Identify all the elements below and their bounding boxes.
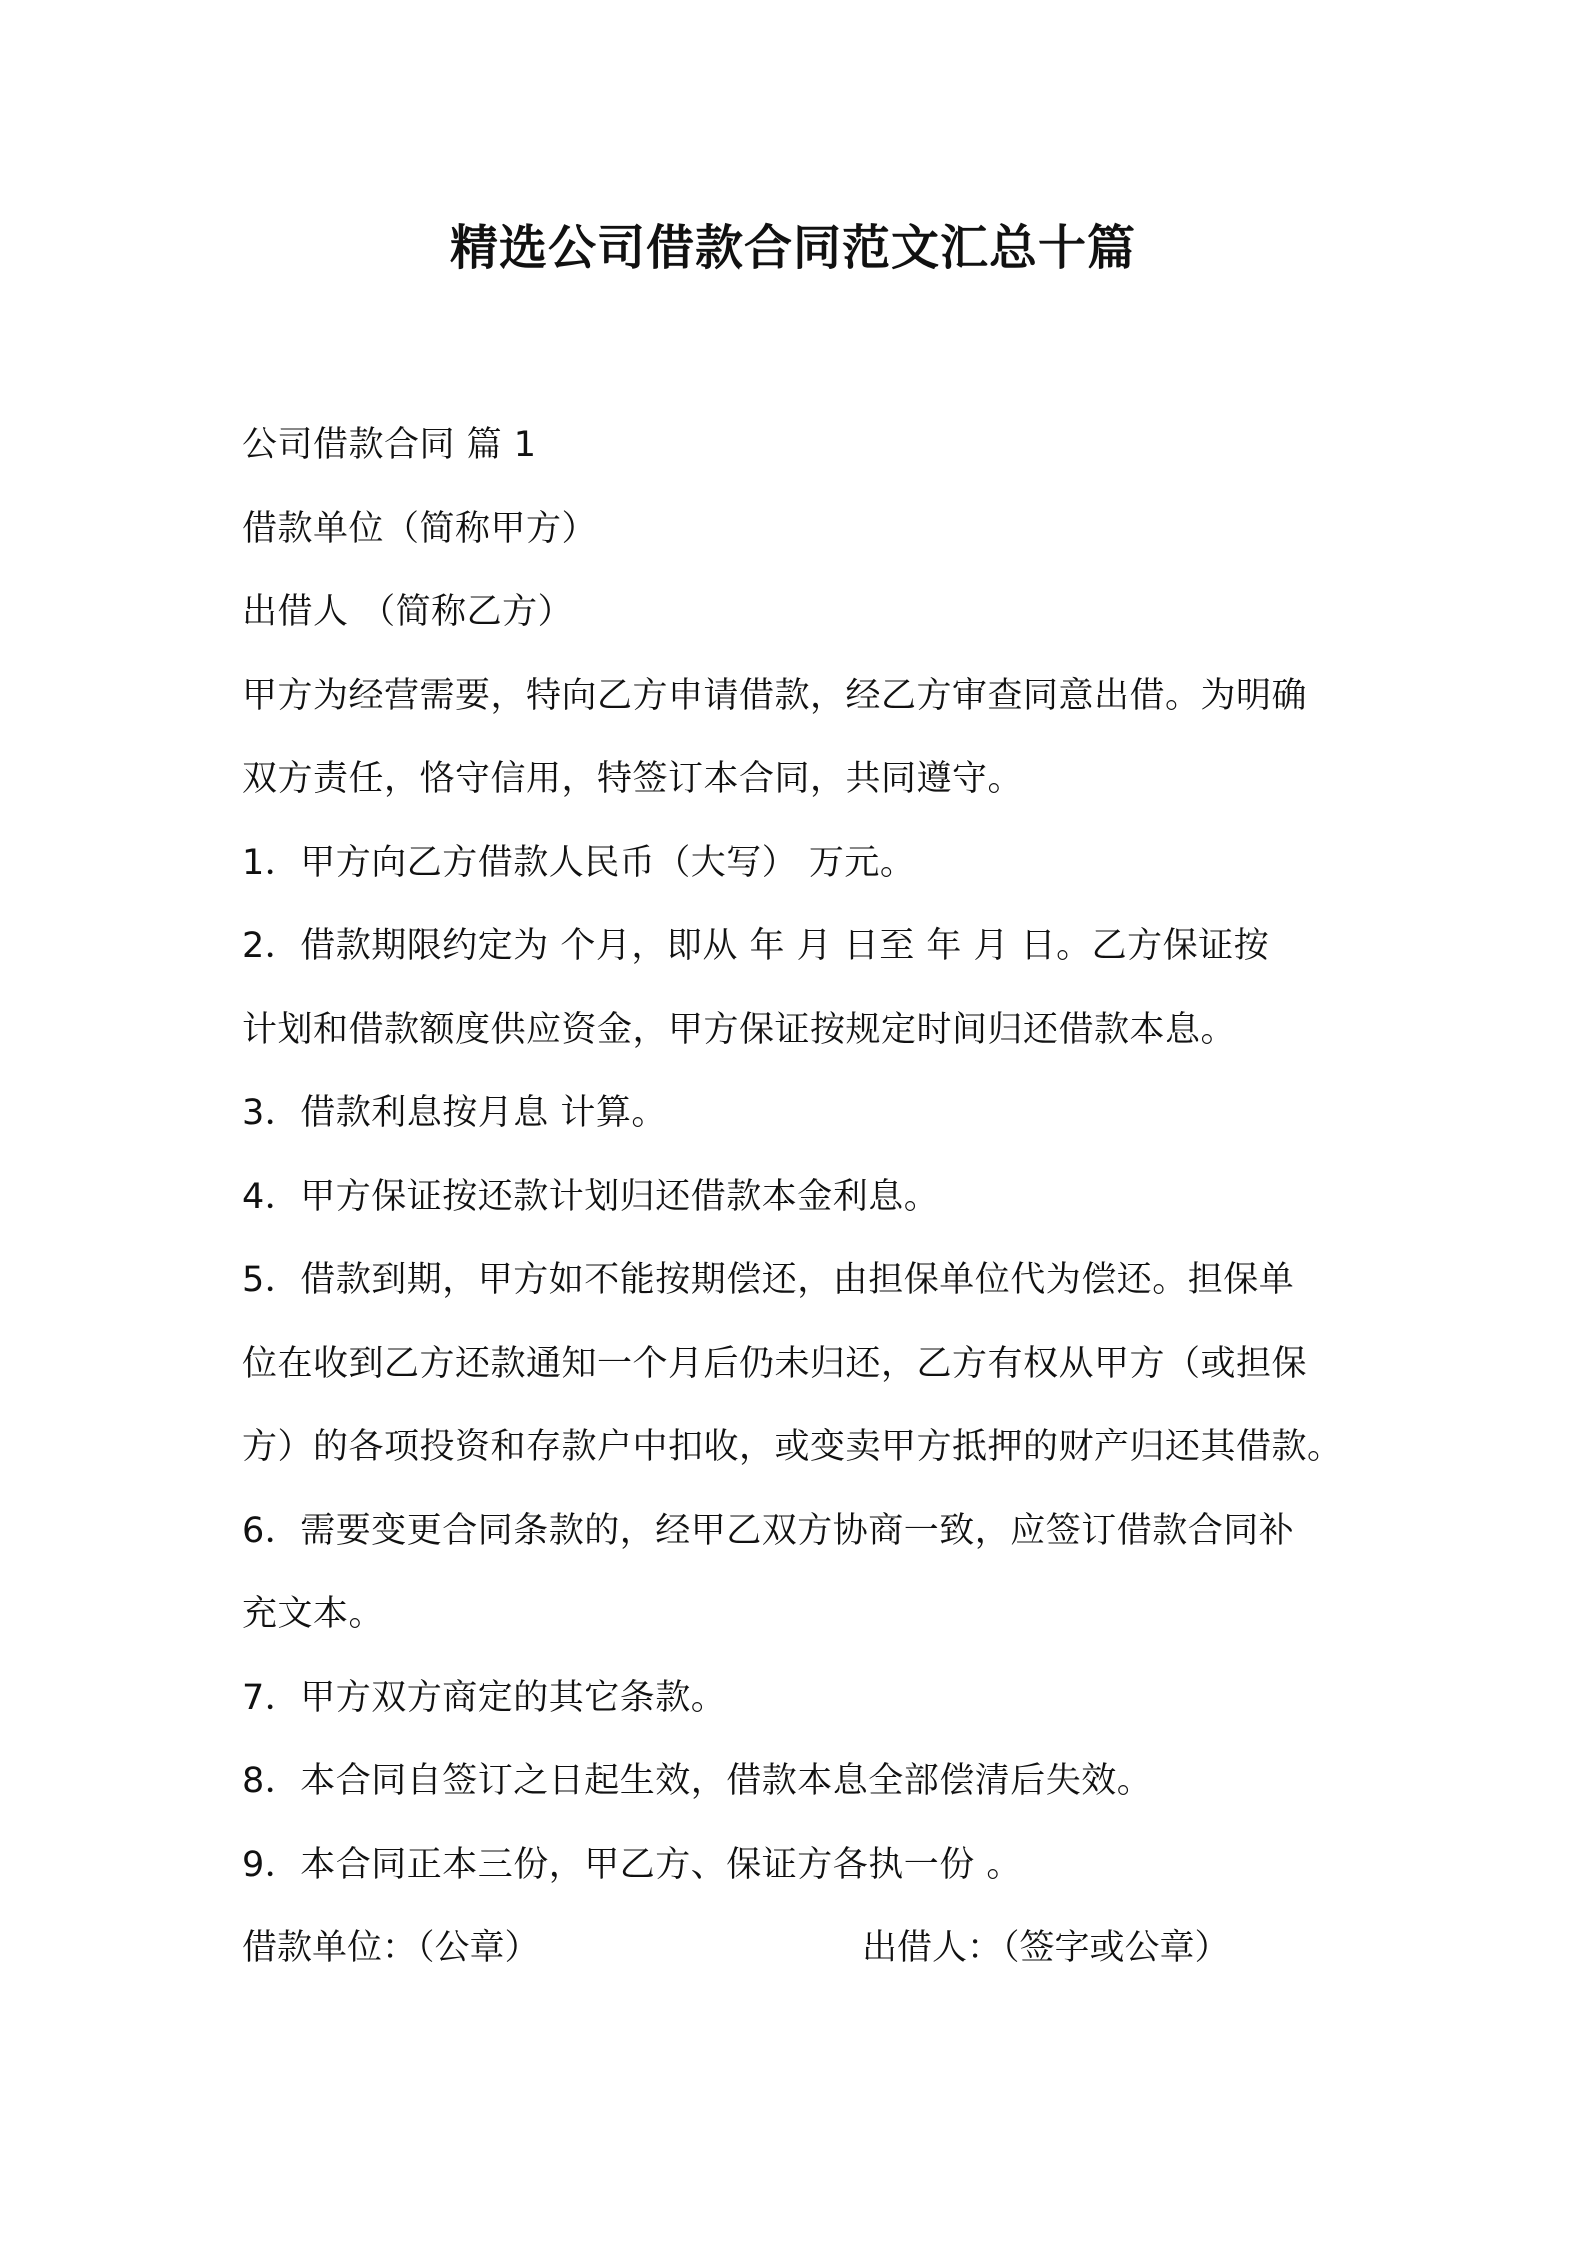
clause-7: 7．甲方双方商定的其它条款。: [242, 1677, 727, 1718]
preamble-line-1: 甲方为经营需要，特向乙方申请借款，经乙方审查同意出借。为明确: [242, 675, 1308, 716]
clause-9: 9．本合同正本三份，甲乙方、保证方各执一份 。: [242, 1844, 1022, 1885]
party-b-line: 出借人 （简称乙方）: [242, 592, 574, 632]
document-title: 精选公司借款合同范文汇总十篇: [449, 220, 1136, 276]
party-a-line: 借款单位（简称甲方）: [242, 508, 598, 549]
clause-2-line-1: 2．借款期限约定为 个月，即从 年 月 日至 年 月 日。乙方保证按: [242, 926, 1270, 966]
clause-6-line-2: 充文本。: [242, 1594, 385, 1634]
contract-body: [242, 404, 1362, 1991]
clause-3: 3．借款利息按月息 计算。: [242, 1093, 667, 1133]
preamble-line-2: 双方责任，恪守信用，特签订本合同，共同遵守。: [242, 759, 1024, 799]
signature-row: [242, 1907, 1362, 1991]
clause-8: 8．本合同自签订之日起生效，借款本息全部偿清后失效。: [242, 1761, 1153, 1801]
clause-6-line-1: 6．需要变更合同条款的，经甲乙双方协商一致，应签订借款合同补: [242, 1510, 1295, 1551]
borrower-signature-label: 借款单位：（公章）: [242, 1928, 540, 1968]
clause-5-line-1: 5．借款到期，甲方如不能按期偿还，由担保单位代为偿还。担保单: [242, 1260, 1295, 1300]
clause-5-line-2: 位在收到乙方还款通知一个月后仍未归还，乙方有权从甲方（或担保: [242, 1343, 1308, 1384]
clause-1: 1．甲方向乙方借款人民币（大写） 万元。: [242, 842, 916, 883]
clause-2-line-2: 计划和借款额度供应资金，甲方保证按规定时间归还借款本息。: [242, 1009, 1237, 1050]
section-heading: 公司借款合同 篇 1: [242, 425, 537, 465]
clause-4: 4．甲方保证按还款计划归还借款本金利息。: [242, 1176, 940, 1217]
clause-5-line-3: 方）的各项投资和存款户中扣收，或变卖甲方抵押的财产归还其借款。: [242, 1427, 1343, 1467]
lender-signature-label: 出借人：（签字或公章）: [862, 1928, 1230, 1968]
